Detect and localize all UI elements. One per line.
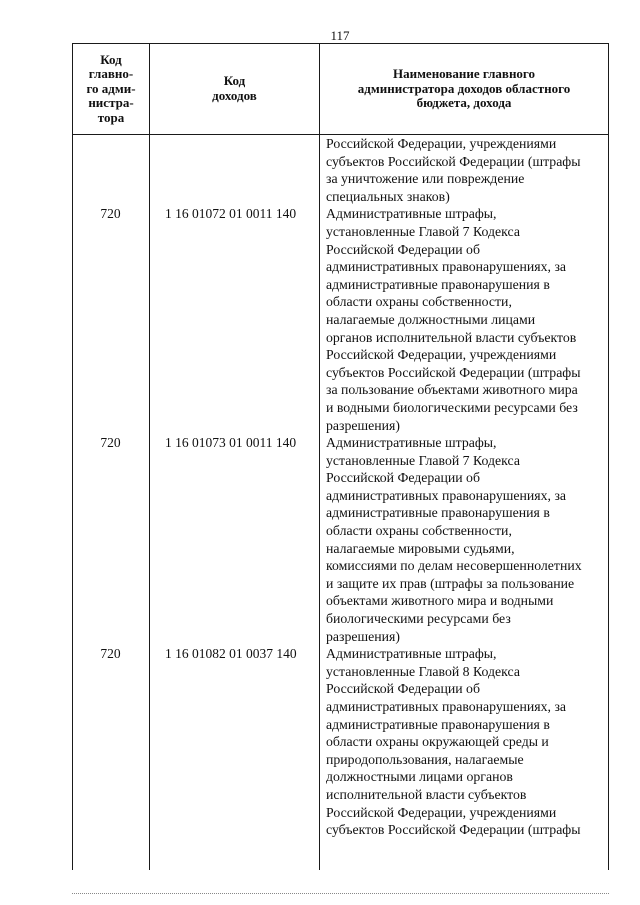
revenue-code-cell: 1 16 01072 01 0011 140 <box>165 206 297 222</box>
revenue-name-cell: Административные штрафы, установленные Главой 8 Кодекса Российской Федерации об административных правонарушениях, за административные правонарушения в области охраны окружающей среды и природопользования, налагаемые должностными лицами органов исполнительной власти субъектов Российской Федерации, учреждениями субъектов Российской Федерации (штрафы <box>326 646 581 838</box>
admin-code-cell: 720 <box>100 435 121 451</box>
header-admin-code-label: Код главно- го адми- нистра- тора <box>86 51 136 125</box>
table-row <box>72 205 609 434</box>
admin-code-cell: 720 <box>100 206 121 222</box>
revenue-name-cell: Административные штрафы, установленные Главой 7 Кодекса Российской Федерации об административных правонарушениях, за административные правонарушения в области охраны собственности, налагаемые должностными лицами органов исполнительной власти субъектов Российской Федерации, учреждениями субъектов Российской Федерации (штрафы за пользование объектами животного мира и водными биологическими ресурсами без разрешения) <box>326 206 581 433</box>
continuation-text: Российской Федерации, учреждениями субъектов Российской Федерации (штрафы за уничтожение или повреждение специальных знаков) <box>326 136 581 204</box>
table-row <box>72 434 609 645</box>
table-row <box>72 645 609 839</box>
revenue-code-cell: 1 16 01073 01 0011 140 <box>165 435 297 451</box>
scan-edge-line <box>72 893 609 895</box>
header-revenue-code <box>150 44 320 134</box>
table-body <box>72 135 609 839</box>
header-revenue-code-label: Код доходов <box>212 73 257 103</box>
continuation-row <box>72 135 609 205</box>
table-header <box>72 43 609 135</box>
header-admin-code <box>73 44 150 134</box>
revenue-name-cell: Административные штрафы, установленные Главой 7 Кодекса Российской Федерации об административных правонарушениях, за административные правонарушения в области охраны собственности, налагаемые мировыми судьями, комиссиями по делам несовершеннолетних и защите их прав (штрафы за пользование объектами животного мира и водными биологическими ресурсами без разрешения) <box>326 435 582 644</box>
header-name-label: Наименование главного администратора доходов областного бюджета, дохода <box>357 66 571 111</box>
revenue-code-cell: 1 16 01082 01 0037 140 <box>165 646 297 662</box>
header-name <box>320 44 608 134</box>
admin-code-cell: 720 <box>100 646 121 662</box>
page-number: 117 <box>330 28 350 43</box>
